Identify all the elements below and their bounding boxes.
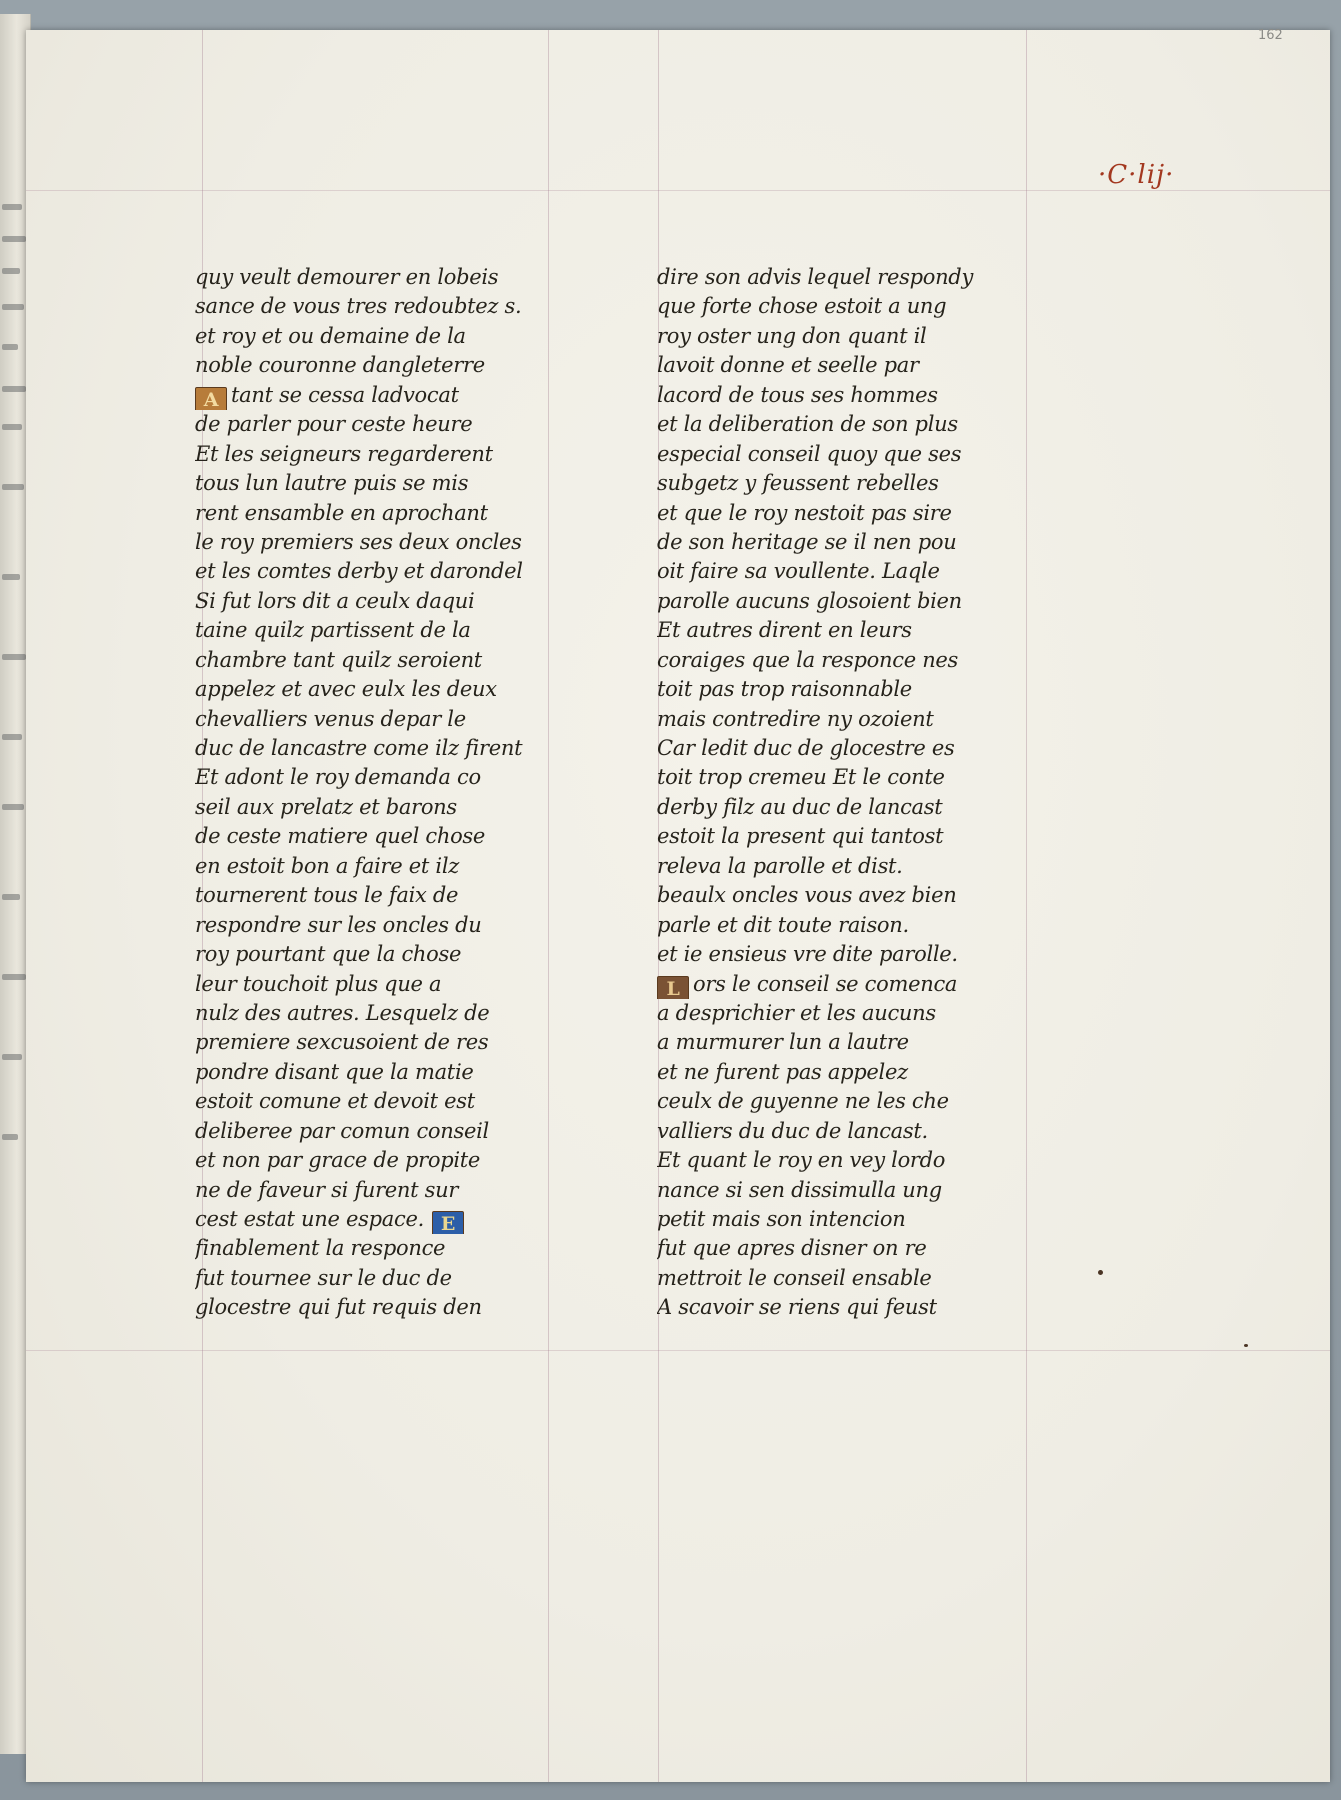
line-text: le roy premiers ses deux oncles [195, 529, 522, 554]
line-text: mais contredire ny ozoient [657, 706, 934, 731]
line-text: duc de lancastre come ilz firent [195, 736, 523, 760]
text-line [195, 410, 571, 439]
line-text: cest estat une espace. [195, 1207, 424, 1231]
text-column-left [195, 263, 571, 1323]
text-column-right [657, 263, 1033, 1323]
line-text: de parler pour ceste heure [195, 412, 473, 437]
chapter-number-rubric: ·C·lij· [1098, 160, 1175, 190]
text-line [195, 940, 571, 969]
text-line [195, 881, 571, 910]
text-line [195, 499, 571, 528]
line-text: parolle aucuns glosoient bien [657, 588, 962, 613]
line-text: de ceste matiere quel chose [195, 824, 486, 849]
text-line [657, 469, 1033, 498]
text-line [657, 322, 1033, 351]
text-line [195, 793, 571, 822]
text-line [195, 469, 571, 498]
text-line [657, 793, 1033, 822]
line-text: fut tournee sur le duc de [195, 1265, 452, 1290]
text-line [657, 763, 1033, 792]
text-line [657, 528, 1033, 557]
text-line [657, 1293, 1033, 1322]
line-text: respondre sur les oncles du [195, 912, 482, 937]
line-text: chevalliers venus depar le [195, 706, 466, 731]
line-text: nance si sen dissimulla ung [657, 1177, 942, 1202]
line-text: Et autres dirent en leurs [657, 618, 912, 643]
line-text: Et les seigneurs regarderent [195, 441, 493, 466]
parchment-stain [1244, 1344, 1248, 1347]
line-text: coraiges que la responce nes [657, 647, 959, 672]
line-text: de son heritage se il nen pou [657, 529, 957, 554]
line-text: pondre disant que la matie [195, 1059, 474, 1084]
facing-text-fragment [2, 894, 20, 900]
text-line [657, 1234, 1033, 1263]
text-line [657, 587, 1033, 616]
text-line [195, 911, 571, 940]
line-text: A scavoir se riens qui feust [657, 1295, 937, 1320]
line-text: lavoit donne et seelle par [657, 353, 919, 378]
line-text: taine quilz partissent de la [195, 618, 471, 643]
text-line [657, 970, 1033, 999]
text-line [195, 1146, 571, 1175]
ruling-line-horizontal [26, 190, 1330, 191]
line-text: glocestre qui fut requis den [195, 1295, 482, 1320]
text-line [657, 1176, 1033, 1205]
text-line [195, 557, 571, 586]
text-line [195, 322, 571, 351]
text-line [195, 1205, 571, 1234]
text-line [195, 263, 571, 292]
text-line [195, 351, 571, 380]
line-text: roy oster ung don quant il [657, 323, 927, 348]
parchment-stain [1098, 1270, 1103, 1275]
text-line [195, 440, 571, 469]
line-text: toit pas trop raisonnable [657, 677, 912, 702]
ruling-line-horizontal [26, 1350, 1330, 1351]
line-text: et ne furent pas appelez [657, 1059, 908, 1084]
text-line [657, 646, 1033, 675]
text-line [657, 705, 1033, 734]
line-text: et les comtes derby et darondel [195, 559, 523, 584]
facing-text-fragment [2, 734, 22, 740]
line-text: estoit comune et devoit est [195, 1089, 475, 1114]
text-line [657, 1028, 1033, 1057]
text-line [195, 970, 571, 999]
text-line [195, 763, 571, 792]
text-line [657, 499, 1033, 528]
text-line [657, 1264, 1033, 1293]
facing-text-fragment [2, 386, 26, 392]
line-text: especial conseil quoy que ses [657, 441, 962, 466]
text-line [195, 292, 571, 321]
line-text: premiere sexcusoient de res [195, 1030, 489, 1055]
text-line [195, 999, 571, 1028]
text-line [657, 292, 1033, 321]
text-line [657, 822, 1033, 851]
text-line [195, 852, 571, 881]
line-text: releva la parolle et dist. [657, 853, 903, 878]
line-text: Et adont le roy demanda co [195, 765, 481, 790]
text-line [657, 1205, 1033, 1234]
text-line [195, 1117, 571, 1146]
line-text: beaulx oncles vous avez bien [657, 883, 957, 908]
line-text: derby filz au duc de lancast [657, 794, 943, 819]
line-text: Car ledit duc de glocestre es [657, 736, 955, 760]
text-line [657, 351, 1033, 380]
text-line [195, 1293, 571, 1322]
line-text: parle et dit toute raison. [657, 912, 909, 937]
line-text: mettroit le conseil ensable [657, 1265, 932, 1290]
line-text: finablement la responce [195, 1236, 446, 1261]
facing-text-fragment [2, 344, 18, 350]
line-text: Et quant le roy en vey lordo [657, 1148, 946, 1173]
text-line [195, 616, 571, 645]
text-line [657, 999, 1033, 1028]
text-line [195, 734, 571, 763]
line-text: seil aux prelatz et barons [195, 794, 457, 819]
line-text: a desprichier et les aucuns [657, 1000, 936, 1025]
line-text: noble couronne dangleterre [195, 353, 485, 378]
line-text: fut que apres disner on re [657, 1236, 927, 1261]
text-line [195, 1087, 571, 1116]
facing-text-fragment [2, 484, 24, 490]
line-text: sance de vous tres redoubtez s. [195, 294, 522, 319]
facing-text-fragment [2, 204, 22, 210]
text-line [657, 1117, 1033, 1146]
line-text: et roy et ou demaine de la [195, 323, 466, 348]
text-line [195, 528, 571, 557]
text-line [195, 705, 571, 734]
facing-text-fragment [2, 304, 24, 310]
folio-number: 162 [1258, 28, 1283, 43]
facing-text-fragment [2, 268, 20, 274]
text-line [195, 1028, 571, 1057]
text-line [657, 1087, 1033, 1116]
facing-text-fragment [2, 424, 22, 430]
line-text: tous lun lautre puis se mis [195, 471, 469, 496]
text-line [195, 1234, 571, 1263]
line-text: et que le roy nestoit pas sire [657, 500, 952, 525]
text-line [657, 881, 1033, 910]
line-text: appelez et avec eulx les deux [195, 677, 497, 702]
line-text: lacord de tous ses hommes [657, 382, 938, 407]
line-text: oit faire sa voullente. Laqle [657, 559, 940, 584]
text-line [657, 734, 1033, 763]
facing-text-fragment [2, 974, 26, 980]
line-text: tant se cessa ladvocat [231, 382, 459, 407]
facing-text-fragment [2, 236, 26, 242]
text-line [657, 557, 1033, 586]
line-text: a murmurer lun a lautre [657, 1030, 909, 1055]
text-line [657, 440, 1033, 469]
text-line [195, 822, 571, 851]
text-line [195, 381, 571, 410]
line-text: ceulx de guyenne ne les che [657, 1089, 949, 1114]
line-text: et non par grace de propite [195, 1148, 481, 1173]
facing-text-fragment [2, 1054, 22, 1060]
line-text: en estoit bon a faire et ilz [195, 853, 460, 878]
facing-text-fragment [2, 1134, 18, 1140]
text-line [657, 1146, 1033, 1175]
text-line [195, 587, 571, 616]
line-text: roy pourtant que la chose [195, 942, 462, 967]
facing-text-fragment [2, 574, 20, 580]
line-text: valliers du duc de lancast. [657, 1118, 928, 1143]
facing-text-fragment [2, 804, 24, 810]
line-text: rent ensamble en aprochant [195, 500, 488, 525]
line-text: subgetz y feussent rebelles [657, 471, 939, 496]
line-text: nulz des autres. Lesquelz de [195, 1000, 490, 1025]
line-text: Si fut lors dit a ceulx daqui [195, 588, 475, 613]
text-line [195, 646, 571, 675]
text-line [657, 410, 1033, 439]
line-text: tournerent tous le faix de [195, 883, 459, 908]
line-text: petit mais son intencion [657, 1207, 906, 1231]
line-text: ors le conseil se comenca [693, 971, 958, 996]
text-line [657, 852, 1033, 881]
decorated-initial: E [432, 1211, 464, 1234]
text-line [657, 911, 1033, 940]
line-text: deliberee par comun conseil [195, 1118, 489, 1143]
text-line [657, 616, 1033, 645]
line-text: toit trop cremeu Et le conte [657, 765, 945, 790]
text-line [657, 675, 1033, 704]
decorated-initial: A [195, 387, 227, 410]
text-line [195, 1176, 571, 1205]
line-text: et ie ensieus vre dite parolle. [657, 942, 958, 967]
line-text: ne de faveur si furent sur [195, 1177, 459, 1202]
facing-text-fragment [2, 654, 26, 660]
line-text: quy veult demourer en lobeis [195, 265, 499, 289]
line-text: dire son advis lequel respondy [657, 265, 974, 289]
line-text: que forte chose estoit a ung [657, 294, 947, 319]
line-text: et la deliberation de son plus [657, 412, 958, 437]
line-text: leur touchoit plus que a [195, 971, 442, 996]
text-line [195, 1264, 571, 1293]
text-line [657, 263, 1033, 292]
text-line [195, 1058, 571, 1087]
decorated-initial: L [657, 976, 689, 999]
line-text: chambre tant quilz seroient [195, 647, 482, 672]
line-text: estoit la present qui tantost [657, 824, 944, 849]
text-line [657, 1058, 1033, 1087]
text-line [195, 675, 571, 704]
text-line [657, 940, 1033, 969]
text-line [657, 381, 1033, 410]
